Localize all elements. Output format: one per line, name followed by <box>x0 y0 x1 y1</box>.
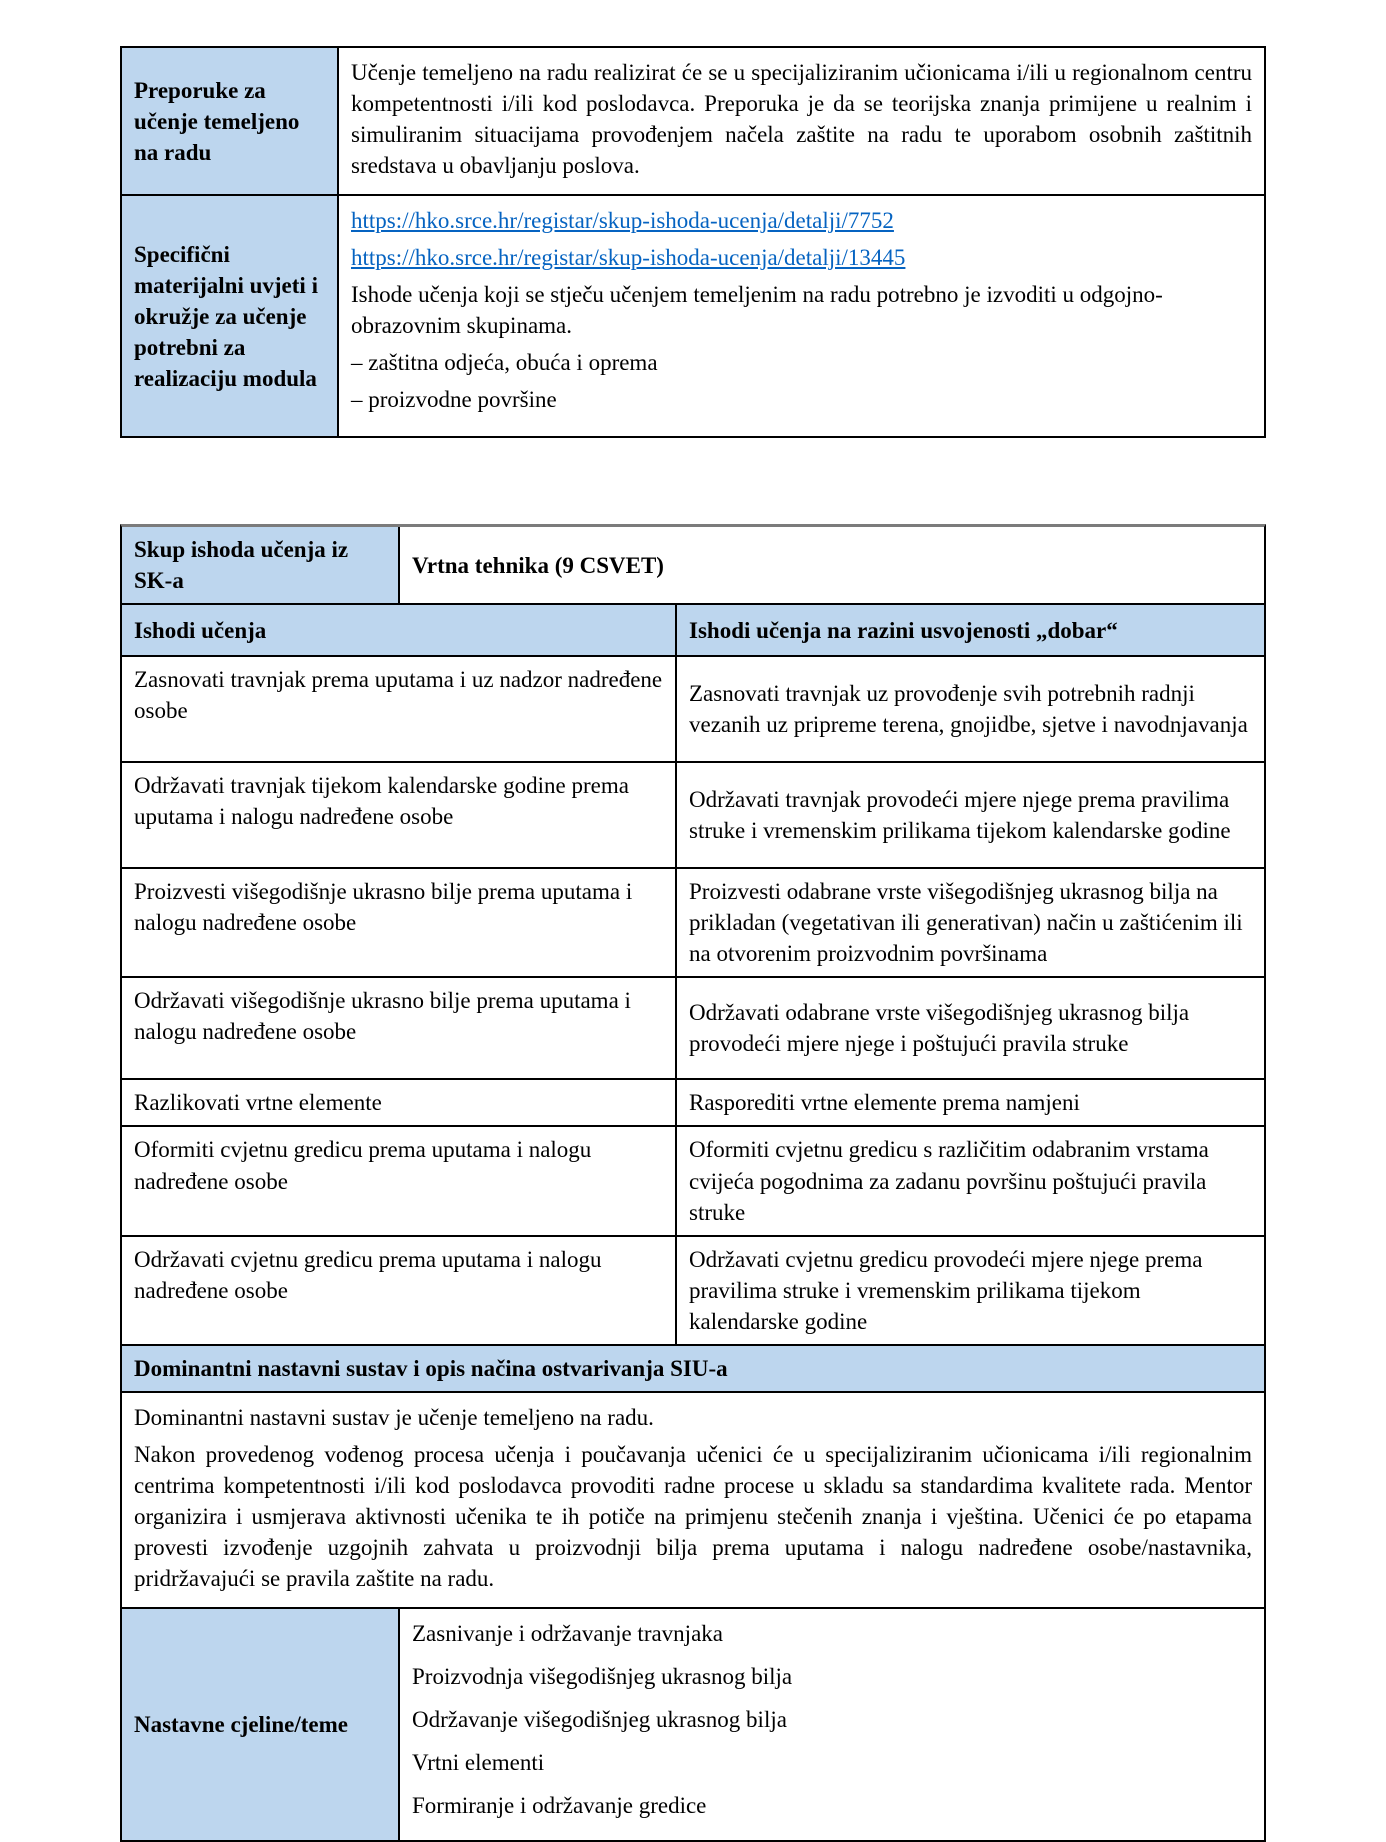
table-row <box>122 1235 1264 1344</box>
outcome-text: Održavati travnjak provodeći mjere njege prema pravilima struke i vremenskim prilikama tijekom kalendarske godine <box>689 787 1231 844</box>
column-header-ishodi-dobar <box>675 605 1264 655</box>
table-preporuke-uvjeti <box>120 46 1266 438</box>
paragraph: Učenje temeljeno na radu realizirat će se u specijaliziranim učionicama i/ili u regionalnom centru kompetentnosti i/ili kod poslodavca. Preporuka je da se teorijska znanja primijene u realnim i simuliranim situacijama provođenjem načela zaštite na radu te uporabom osobnih zaštitnih sredstava u obavljanju poslova. <box>351 60 1252 179</box>
cell-specificni-uvjeti-content <box>337 196 1264 436</box>
outcome-text: Održavati cvjetnu gredicu provodeći mjere njege prema pravilima struke i vremenskim prilikama tijekom kalendarske godine <box>689 1246 1203 1334</box>
label-text: Nastavne cjeline/teme <box>134 1712 348 1738</box>
row-label-skup-ishoda <box>122 527 398 603</box>
outcome-text: Održavati odabrane vrste višegodišnjeg ukrasnog bilja provodeći mjere njege i poštujući pravila struke <box>689 1000 1190 1057</box>
list-item-tema: Zasnivanje i održavanje travnjaka <box>412 1621 723 1647</box>
cell-outcome-right <box>675 763 1264 867</box>
column-header-ishodi <box>122 605 675 655</box>
header-text: Ishodi učenja <box>134 617 267 643</box>
list-item-tema: Proizvodnja višegodišnjeg ukrasnog bilja <box>412 1664 793 1690</box>
section-header-dominantni <box>122 1346 1264 1391</box>
row-label-nastavne-cjeline <box>122 1609 398 1840</box>
label-text: Skup ishoda učenja iz SK-a <box>134 537 349 594</box>
table-skup-ishoda <box>120 524 1266 1842</box>
outcome-text: Razlikovati vrtne elemente <box>134 1090 382 1116</box>
table-row <box>122 1078 1264 1125</box>
cell-outcome-left <box>122 1237 675 1344</box>
cell-outcome-left <box>122 869 675 976</box>
cell-outcome-right <box>675 1127 1264 1234</box>
cell-outcome-left <box>122 763 675 867</box>
table-row <box>122 655 1264 761</box>
outcome-text: Održavati travnjak tijekom kalendarske godine prema uputama i nalogu nadređene osobe <box>134 773 629 830</box>
list-item-tema: Održavanje višegodišnjeg ukrasnog bilja <box>412 1707 787 1733</box>
row-label-specificni-uvjeti <box>122 196 337 436</box>
table-row <box>122 1391 1264 1607</box>
outcome-text: Održavati višegodišnje ukrasno bilje prema uputama i nalogu nadređene osobe <box>134 988 631 1045</box>
label-text: Preporuke za učenje temeljeno na radu <box>134 77 300 165</box>
table-row <box>122 867 1264 976</box>
cell-outcome-right <box>675 1237 1264 1344</box>
skup-value-text: Vrtna tehnika (9 CSVET) <box>412 552 664 578</box>
outcome-text: Proizvesti višegodišnje ukrasno bilje prema uputama i nalogu nadređene osobe <box>134 879 633 936</box>
link-skup-ishoda-13445[interactable]: https://hko.srce.hr/registar/skup-ishoda-ucenja/detalji/13445 <box>351 245 906 271</box>
paragraph: Nakon provedenog vođenog procesa učenja i poučavanja učenici će u specijaliziranim učionicama i/ili regionalnim centrima kompetentnosti i/ili kod poslodavca provoditi radne procese u skladu sa standardima kvalitete rada. Mentor organizira i usmjerava aktivnosti učenika te ih potiče na primjenu stečenih znanja i vještina. Učenici će po etapama provesti izvođenje uzgojnih zahvata u proizvodnji bilja prema uputama i nalogu nadređene osobe/nastavnika, pridržavajući se pravila zaštite na radu. <box>134 1441 1252 1592</box>
link-skup-ishoda-7752[interactable]: https://hko.srce.hr/registar/skup-ishoda-ucenja/detalji/7752 <box>351 208 894 234</box>
outcome-text: Oformiti cvjetnu gredicu prema uputama i nalogu nadređene osobe <box>134 1137 592 1194</box>
table-header-row <box>122 603 1264 655</box>
row-label-preporuke <box>122 48 337 194</box>
list-item-tema: Formiranje i održavanje gredice <box>412 1793 707 1819</box>
cell-skup-value <box>398 527 1264 603</box>
outcome-text: Zasnovati travnjak prema uputama i uz nadzor nadređene osobe <box>134 667 663 724</box>
table-row <box>122 527 1264 603</box>
outcome-text: Održavati cvjetnu gredicu prema uputama i nalogu nadređene osobe <box>134 1246 602 1303</box>
cell-outcome-left <box>122 657 675 761</box>
table-row <box>122 48 1264 194</box>
table-row <box>122 1607 1264 1840</box>
cell-outcome-right <box>675 869 1264 976</box>
header-text: Ishodi učenja na razini usvojenosti „dobar“ <box>689 617 1118 643</box>
list-item-dash: – proizvodne površine <box>351 387 557 413</box>
cell-outcome-right <box>675 978 1264 1078</box>
cell-outcome-right <box>675 1080 1264 1125</box>
cell-outcome-right <box>675 657 1264 761</box>
outcome-text: Zasnovati travnjak uz provođenje svih potrebnih radnji vezanih uz pripreme terena, gnojidbe, sjetve i navodnjavanja <box>689 681 1248 738</box>
table-row <box>122 976 1264 1078</box>
cell-outcome-left <box>122 978 675 1078</box>
header-text: Dominantni nastavni sustav i opis načina ostvarivanja SIU-a <box>134 1355 728 1381</box>
outcome-text: Proizvesti odabrane vrste višegodišnjeg ukrasnog bilja na prikladan (vegetativan ili generativan) način u zaštićenim ili na otvorenim proizvodnim površinama <box>689 879 1243 967</box>
cell-outcome-left <box>122 1080 675 1125</box>
cell-teme-list <box>398 1609 1264 1840</box>
section-header-row <box>122 1344 1264 1391</box>
cell-dominantni-text <box>122 1393 1264 1607</box>
list-item-tema: Vrtni elementi <box>412 1750 545 1776</box>
paragraph: Ishode učenja koji se stječu učenjem temeljenim na radu potrebno je izvoditi u odgojno-obrazovnim skupinama. <box>351 282 1163 339</box>
outcome-text: Oformiti cvjetnu gredicu s različitim odabranim vrstama cvijeća pogodnima za zadanu površinu poštujući pravila struke <box>689 1137 1209 1225</box>
table-row <box>122 761 1264 867</box>
table-row <box>122 1125 1264 1234</box>
cell-preporuke-text <box>337 48 1264 194</box>
outcome-text: Rasporediti vrtne elemente prema namjeni <box>689 1090 1080 1116</box>
list-item-dash: – zaštitna odjeća, obuća i oprema <box>351 350 658 376</box>
paragraph: Dominantni nastavni sustav je učenje temeljeno na radu. <box>134 1404 654 1430</box>
cell-outcome-left <box>122 1127 675 1234</box>
label-text: Specifični materijalni uvjeti i okružje za učenje potrebni za realizaciju modula <box>134 241 318 391</box>
table-row <box>122 194 1264 436</box>
